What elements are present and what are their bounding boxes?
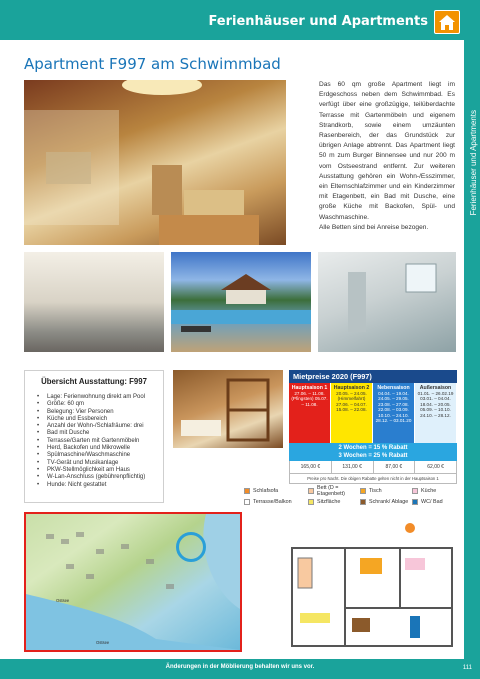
- equipment-box: [24, 370, 164, 503]
- list-item: • W-Lan-Anschluss (gebührenpflichtig): [37, 474, 163, 481]
- list-item: • Küche und Essbereich: [37, 416, 163, 423]
- header-bar: [0, 0, 480, 40]
- floor-plan: [290, 518, 456, 650]
- footer-note: Änderungen in der Möblierung behalten wir uns vor.: [165, 664, 315, 670]
- legend-item: [244, 499, 308, 505]
- season-cell: [373, 383, 415, 443]
- list-item: • Hunde: Nicht gestattet: [37, 482, 163, 489]
- season-dates: 20.05. – 24.05. (Himmelfahrt) 27.06. – 04.07. 15.08. – 22.08.: [336, 391, 367, 413]
- legend-swatch: [308, 499, 314, 505]
- price-cell: 131,00 €: [332, 461, 374, 473]
- legend-item: [412, 499, 458, 505]
- season-name: Hauptsaison 1: [291, 385, 328, 391]
- discount-2-weeks: 2 Wochen = 15 % Rabatt: [338, 445, 408, 451]
- pool-photo: [171, 252, 311, 352]
- price-table-title: Mietpreise 2020 (F997): [289, 370, 457, 383]
- map-label: Ostsee: [96, 640, 110, 645]
- price-table: [289, 370, 457, 484]
- map-label: Ostsee: [56, 598, 70, 603]
- legend-item: [244, 485, 308, 497]
- description-paragraph: Alle Betten sind bei Anreise bezogen.: [319, 223, 429, 231]
- price-cell: 87,00 €: [374, 461, 416, 473]
- legend-swatch: [360, 499, 366, 505]
- season-name: Außersaison: [419, 385, 452, 391]
- legend-swatch: [244, 499, 250, 505]
- list-item: • Terrasse/Garten mit Gartenmöbeln: [37, 438, 163, 445]
- season-row: [289, 383, 457, 443]
- list-item: • Spülmaschine/Waschmaschine: [37, 452, 163, 459]
- price-cell: 165,00 €: [290, 461, 332, 473]
- location-marker: [176, 532, 206, 562]
- legend-label: Bett (D = Etagenbett): [317, 485, 345, 497]
- season-cell: [415, 383, 457, 443]
- season-dates: 27.06. – 11.08. (Pfingsten) 05.07. – 11.08.: [291, 391, 328, 407]
- legend-item: [360, 485, 412, 497]
- legend-item: [308, 485, 360, 497]
- legend-item: [308, 499, 360, 505]
- legend-swatch: [412, 488, 418, 494]
- legend-item: [360, 499, 412, 505]
- list-item: • Lage: Ferienwohnung direkt am Pool: [37, 394, 163, 401]
- bathroom-photo: [318, 252, 456, 352]
- legend-swatch: [412, 499, 418, 505]
- footer-bar: [0, 659, 480, 679]
- season-dates: 01.01. – 26.02.19 03.01. – 04.04. 18.04. – 20.05. 05.09. – 10.10. 24.10. – 28.12.: [417, 391, 454, 418]
- description-paragraph: Das 60 qm große Apartment liegt im Erdgeschoss neben dem Schwimmbad. Es verfügt über eine großzügige, teilüberdachte Terrasse mit Gartenmöbeln und eigenem Strandkorb, sowie einem umzäunten Rasenbereich, der das Grundstück zur übrigen Anlage abtrennt. Das Apartment liegt 50 m zum Burger Binnensee und nur 200 m vom Ostseestrand entfernt. Zur weiteren Ausstattung gehören ein Wohn-/Esszimmer, ein Elternschlafzimmer und ein Kinderzimmer mit Etagenbett, ein Bad mit Dusche, eine große Küche mit Backofen, Spül- und Waschmaschine.: [319, 81, 455, 221]
- list-item: • Belegung: Vier Personen: [37, 409, 163, 416]
- price-row: [289, 461, 457, 474]
- side-strip: [464, 40, 480, 660]
- legend-label: Schrank/ Ablage: [369, 499, 409, 505]
- page-title: Apartment F997 am Schwimmbad: [24, 55, 281, 73]
- list-item: • Bad mit Dusche: [37, 430, 163, 437]
- legend-item: [412, 485, 458, 497]
- house-icon: [434, 10, 460, 34]
- legend-swatch: [308, 488, 314, 494]
- header-title: Ferienhäuser und Apartments: [208, 14, 428, 29]
- price-cell: 62,00 €: [427, 464, 444, 470]
- living-room-photo: [24, 80, 286, 245]
- season-name: Hauptsaison 2: [333, 385, 370, 391]
- legend-label: Terrasse/Balkon: [253, 499, 292, 505]
- list-item: • TV-Gerät und Musikanlage: [37, 460, 163, 467]
- legend-label: Schlafsofa: [253, 488, 279, 494]
- legend-label: Sitzfläche: [317, 499, 341, 505]
- apartment-description: [319, 80, 455, 233]
- legend-label: Küche: [421, 488, 437, 494]
- price-note: Preise pro Nacht. Die obigen Rabatte gelten nicht in der Hauptsaison 1: [289, 474, 457, 484]
- page-number: 111: [462, 665, 472, 671]
- season-cell: [289, 383, 331, 443]
- list-item: • PKW-Stellmöglichkeit am Haus: [37, 467, 163, 474]
- list-item: • Anzahl der Wohn-/Schlafräume: drei: [37, 423, 163, 430]
- legend-label: WC/ Bad: [421, 499, 443, 505]
- equipment-title: Übersicht Ausstattung: F997: [41, 377, 147, 386]
- season-dates: 04.04. – 19.04. 24.05. – 29.05. 23.08. – 27.08. 22.08. – 03.09. 10.10. – 24.10. 28.12. – 03.01.20: [375, 391, 412, 424]
- list-item: • Größe: 60 qm: [37, 401, 163, 408]
- floorplan-legend: [244, 485, 458, 505]
- equipment-list: [37, 394, 163, 489]
- legend-label: Tisch: [369, 488, 382, 494]
- side-label: Ferienhäuser und Apartments: [469, 110, 478, 216]
- season-cell: [331, 383, 373, 443]
- site-map: [24, 512, 242, 652]
- legend-swatch: [244, 488, 250, 494]
- discount-3-weeks: 3 Wochen = 25 % Rabatt: [338, 453, 408, 459]
- list-item: • Herd, Backofen und Mikrowelle: [37, 445, 163, 452]
- season-name: Nebensaison: [377, 385, 410, 391]
- kitchen-photo: [24, 252, 164, 352]
- discount-box: [289, 443, 457, 461]
- bunk-bed-photo: [173, 370, 283, 448]
- legend-swatch: [360, 488, 366, 494]
